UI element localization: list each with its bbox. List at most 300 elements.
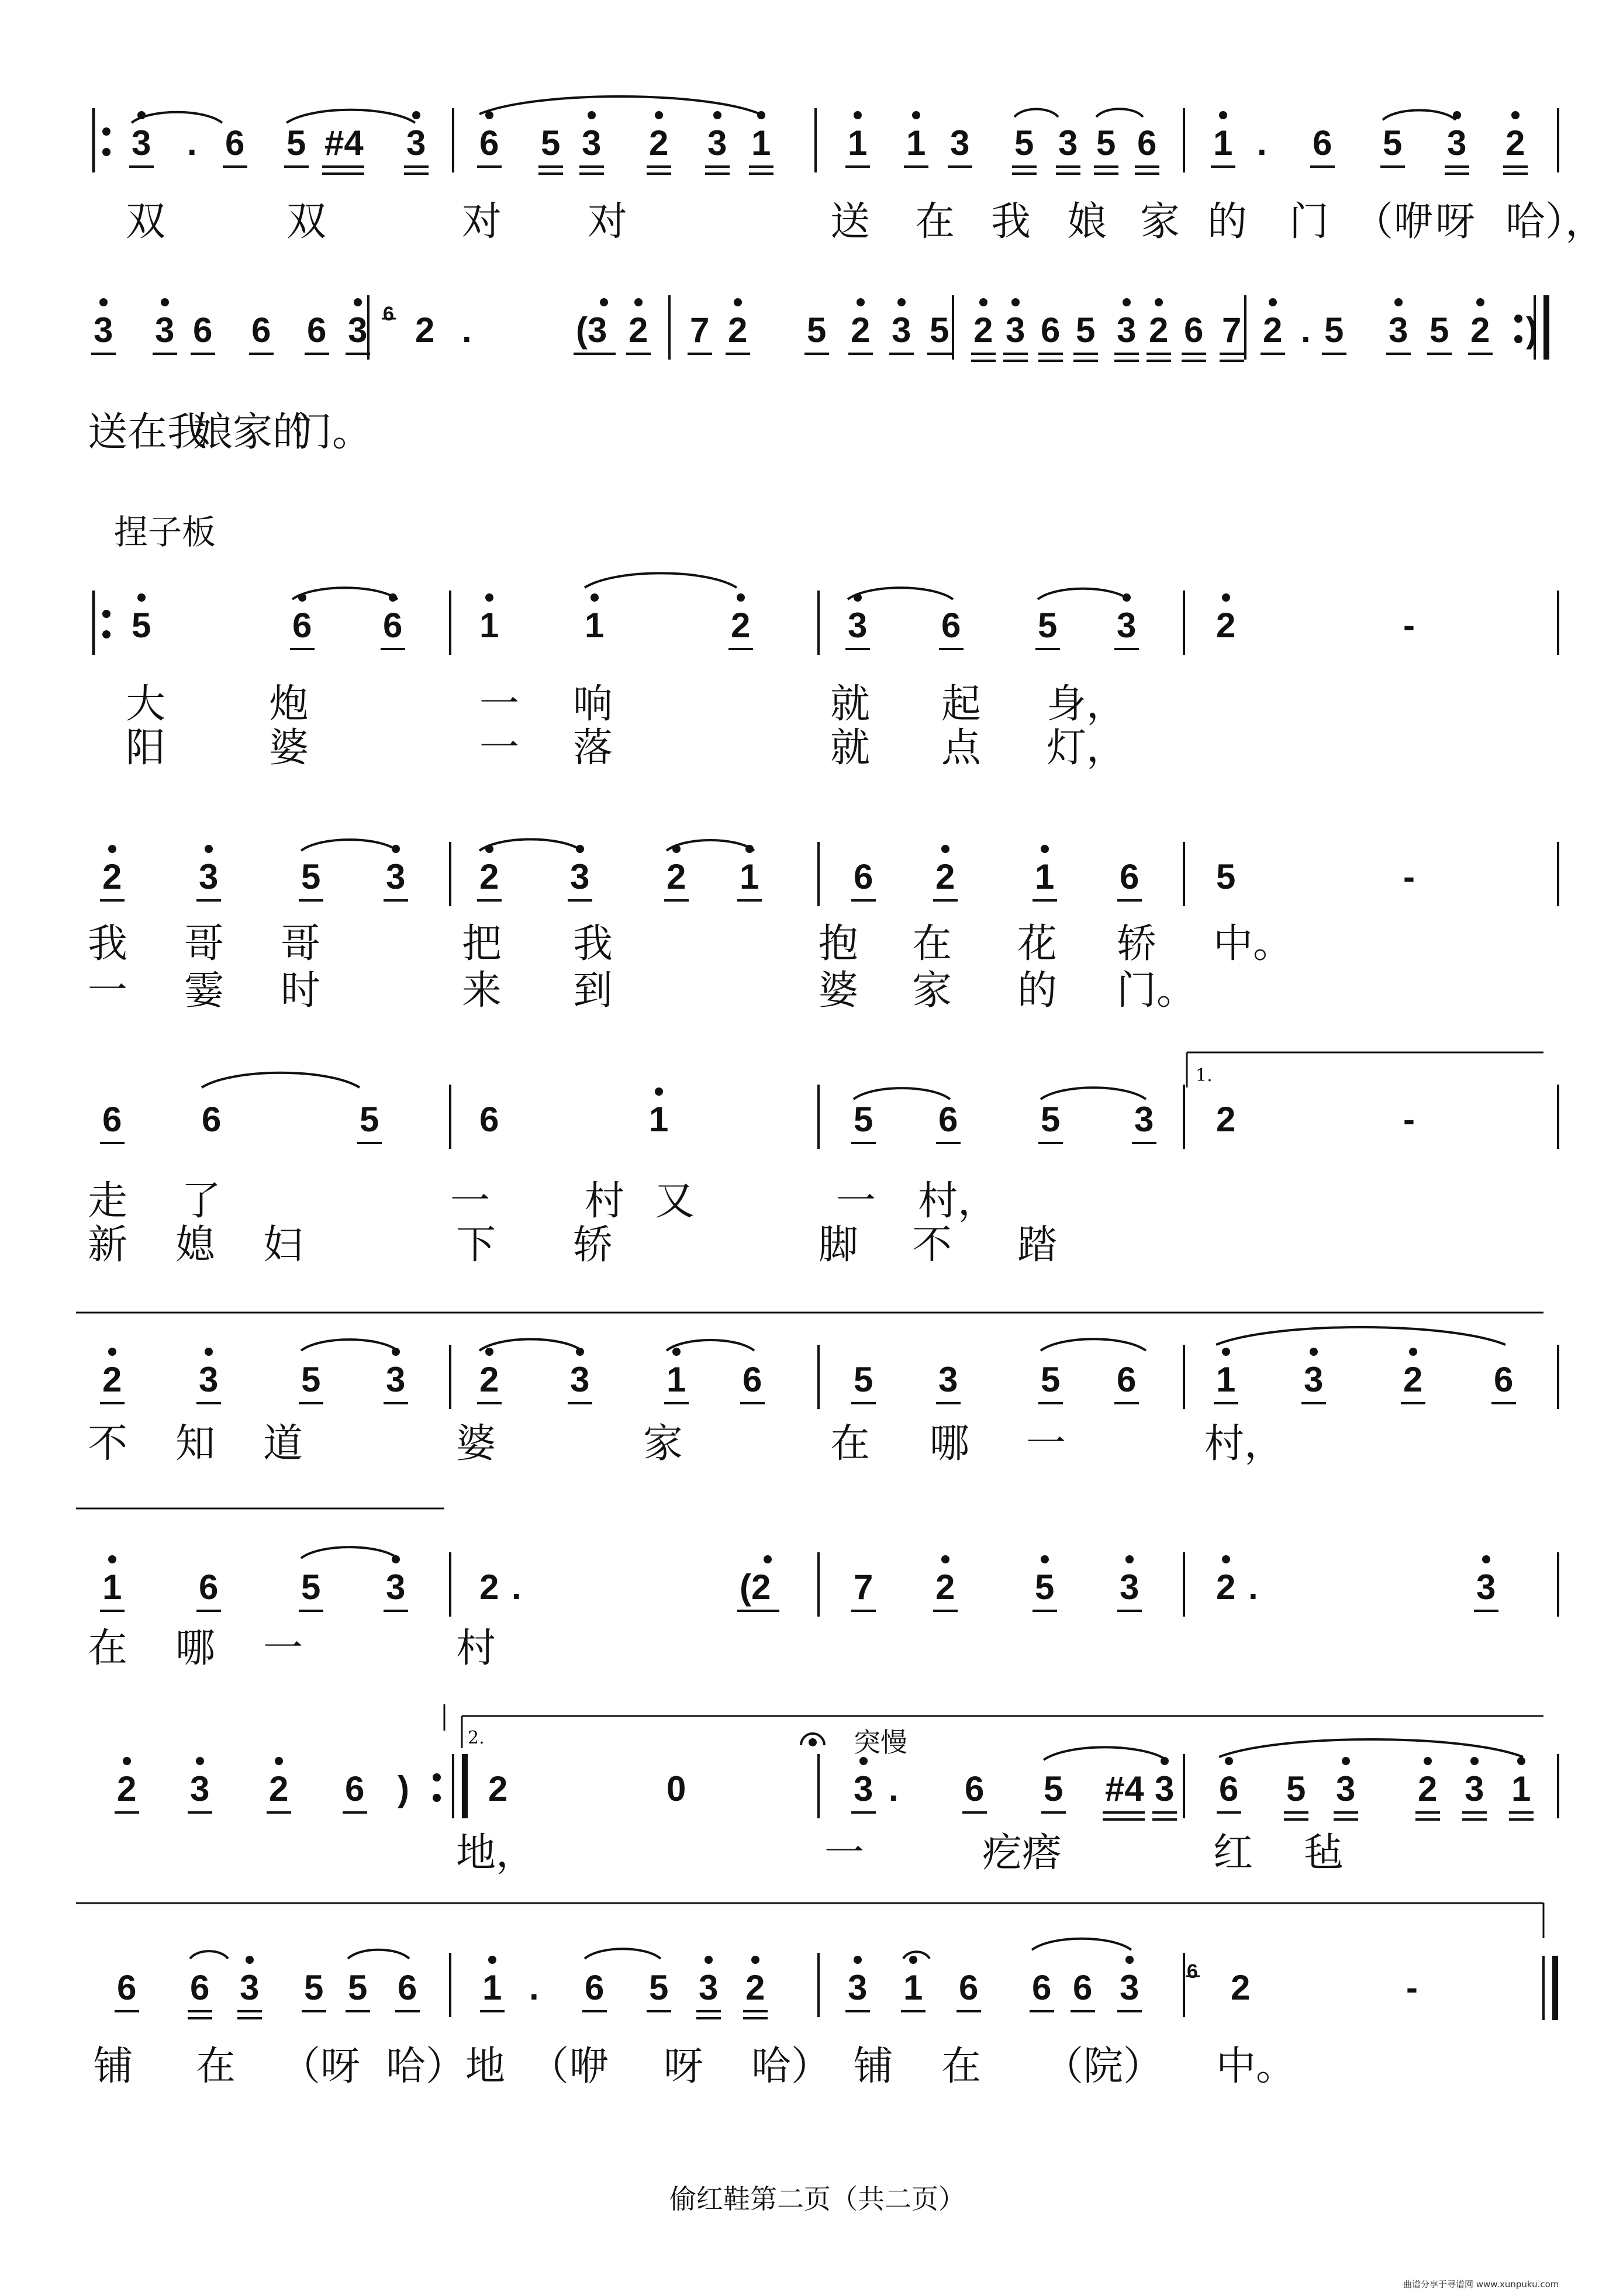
jianpu-note: 1 bbox=[585, 606, 605, 645]
jianpu-note: - bbox=[1403, 606, 1415, 645]
slur bbox=[479, 840, 582, 851]
octave-dot-above bbox=[412, 111, 420, 119]
slur bbox=[854, 1088, 950, 1099]
slur bbox=[190, 1951, 228, 1959]
jianpu-note: 2 bbox=[1505, 123, 1525, 163]
jianpu-note: 6 bbox=[959, 1968, 979, 2007]
jianpu-note: 6 bbox=[307, 310, 327, 350]
lyric-syllable: 门。 bbox=[292, 409, 372, 455]
jianpu-note: 3 bbox=[707, 123, 727, 163]
fermata-dot bbox=[809, 1738, 817, 1746]
jianpu-note: 5 bbox=[854, 1100, 873, 1139]
lyric-syllable: 呀 bbox=[1435, 199, 1476, 245]
lyric-syllable: 在 bbox=[912, 921, 952, 967]
jianpu-note: 5 bbox=[360, 1100, 379, 1139]
jianpu-note: 3 bbox=[699, 1968, 719, 2007]
jianpu-note: 0 bbox=[667, 1769, 686, 1808]
octave-dot-above bbox=[1394, 298, 1403, 306]
octave-dot-above bbox=[1225, 1757, 1233, 1765]
jianpu-note: ) bbox=[398, 1769, 409, 1808]
jianpu-note: 2 bbox=[488, 1769, 508, 1808]
jianpu-note: 6 bbox=[202, 1100, 222, 1139]
jianpu-note: 5 bbox=[1324, 310, 1344, 350]
jianpu-note: 2 bbox=[102, 857, 122, 896]
lyric-syllable: 村 bbox=[456, 1625, 496, 1672]
jianpu-note: 1 bbox=[667, 1360, 686, 1399]
octave-dot-above bbox=[912, 111, 920, 119]
jianpu-note: 3 bbox=[848, 1968, 868, 2007]
slur bbox=[348, 1950, 409, 1959]
repeat-dot bbox=[102, 148, 110, 156]
lyric-syllable: 的 bbox=[1017, 968, 1058, 1014]
octave-dot-above bbox=[1482, 1555, 1490, 1563]
section-label: 捏子板 bbox=[114, 512, 216, 552]
jianpu-note: 3 bbox=[1476, 1568, 1496, 1607]
lyric-syllable: 一 bbox=[836, 1178, 876, 1224]
octave-dot-above bbox=[909, 1956, 917, 1964]
lyric-syllable: 点 bbox=[941, 725, 982, 771]
octave-dot-above bbox=[1219, 111, 1227, 119]
octave-dot-above bbox=[108, 845, 116, 853]
jianpu-note: 6 bbox=[479, 1100, 499, 1139]
slur bbox=[1216, 1327, 1505, 1345]
jianpu-note: 3 bbox=[1304, 1360, 1324, 1399]
jianpu-note: 5 bbox=[1044, 1769, 1063, 1808]
lyric-syllable: 新 bbox=[88, 1222, 128, 1268]
lyric-syllable: 来 bbox=[462, 968, 502, 1014]
jianpu-note: 2 bbox=[1470, 310, 1490, 350]
jianpu-note: 6 bbox=[251, 310, 271, 350]
jianpu-note: #4 bbox=[1105, 1769, 1144, 1808]
slur bbox=[585, 573, 737, 588]
octave-dot-above bbox=[734, 298, 742, 306]
slur bbox=[1041, 1087, 1146, 1099]
jianpu-note: 6 bbox=[479, 123, 499, 163]
lyric-syllable: 中。 bbox=[1216, 2043, 1296, 2090]
octave-dot-above bbox=[672, 1348, 681, 1356]
jianpu-note: 3 bbox=[190, 1769, 210, 1808]
jianpu-note: 1 bbox=[1511, 1769, 1531, 1808]
lyric-syllable: 一 bbox=[450, 1178, 491, 1224]
lyric-syllable: 不 bbox=[912, 1222, 952, 1268]
jianpu-note: 5 bbox=[301, 857, 321, 896]
lyric-syllable: 哈）， bbox=[1505, 199, 1605, 245]
jianpu-note: 2 bbox=[745, 1968, 765, 2007]
jianpu-note: 5 bbox=[304, 1968, 324, 2007]
jianpu-note: 3 bbox=[406, 123, 426, 163]
jianpu-note: 2 bbox=[667, 857, 686, 896]
jianpu-note: 6 bbox=[199, 1568, 219, 1607]
page-footer: 偷红鞋第二页（共二页） bbox=[669, 2183, 965, 2215]
jianpu-note: 3 bbox=[132, 123, 151, 163]
lyric-syllable: （院） bbox=[1044, 2043, 1163, 2090]
lyric-syllable: 又 bbox=[655, 1178, 695, 1224]
lyric-syllable: 大 bbox=[126, 681, 166, 727]
lyric-syllable: 妇 bbox=[263, 1222, 303, 1268]
jianpu-note: 2 bbox=[649, 123, 669, 163]
jianpu-note: 6 bbox=[225, 123, 245, 163]
lyric-syllable: 铺 bbox=[854, 2043, 894, 2090]
lyric-syllable: 对 bbox=[462, 199, 502, 245]
lyric-syllable: 婆 bbox=[819, 968, 859, 1014]
lyric-syllable: 花 bbox=[1017, 921, 1058, 967]
octave-dot-above bbox=[751, 1956, 759, 1964]
slur bbox=[301, 1339, 398, 1351]
jianpu-note: 2 bbox=[728, 310, 748, 350]
jianpu-note: 5 bbox=[1286, 1769, 1306, 1808]
octave-dot-above bbox=[108, 1348, 116, 1356]
octave-dot-above bbox=[634, 298, 643, 306]
lyric-syllable: 家 bbox=[912, 968, 952, 1014]
jianpu-note: 1 bbox=[903, 1968, 923, 2007]
lyric-syllable: 哥 bbox=[281, 921, 321, 967]
lyric-syllable: 把 bbox=[462, 921, 502, 967]
octave-dot-above bbox=[713, 111, 721, 119]
slur bbox=[1041, 1339, 1146, 1351]
lyric-syllable: 在 bbox=[941, 2043, 982, 2090]
slur bbox=[301, 1547, 398, 1558]
jianpu-note: 5 bbox=[1041, 1360, 1061, 1399]
lyric-syllable: 门。 bbox=[1117, 968, 1197, 1014]
lyric-syllable: 铺 bbox=[94, 2043, 134, 2090]
jianpu-note: 3 bbox=[848, 606, 868, 645]
lyric-syllable: 落 bbox=[573, 725, 613, 771]
jianpu-note: . bbox=[1257, 123, 1267, 163]
lyric-syllable: 送在我 bbox=[88, 409, 208, 455]
slur bbox=[286, 110, 415, 123]
jianpu-note: 2 bbox=[1418, 1769, 1438, 1808]
lyric-syllable: 身， bbox=[1047, 681, 1127, 727]
jianpu-note: 3 bbox=[1120, 1968, 1139, 2007]
jianpu-note: 5 bbox=[1038, 606, 1058, 645]
jianpu-note: 6 bbox=[1032, 1968, 1052, 2007]
jianpu-note: 6 bbox=[117, 1968, 137, 2007]
lyric-syllable: 轿 bbox=[573, 1222, 613, 1268]
octave-dot-above bbox=[1342, 1757, 1350, 1765]
jianpu-note: 2 bbox=[935, 857, 955, 896]
lyric-syllable: 脚 bbox=[819, 1222, 859, 1268]
octave-dot-above bbox=[897, 298, 906, 306]
lyric-syllable: 在 bbox=[196, 2043, 236, 2090]
lyric-syllable: 双 bbox=[126, 199, 166, 245]
jianpu-note: 3 bbox=[386, 857, 406, 896]
jianpu-note: 3 bbox=[1117, 310, 1137, 350]
octave-dot-above bbox=[979, 298, 987, 306]
slur bbox=[1044, 1747, 1166, 1760]
jianpu-note: (2 bbox=[740, 1568, 771, 1607]
lyric-syllable: 门 bbox=[1289, 199, 1330, 245]
octave-dot-above bbox=[205, 1348, 213, 1356]
jianpu-note: 1 bbox=[482, 1968, 502, 2007]
jianpu-note: 3 bbox=[1447, 123, 1467, 163]
jianpu-note: 5 bbox=[1035, 1568, 1055, 1607]
jianpu-note: 6 bbox=[1117, 1360, 1137, 1399]
lyric-syllable: 家 bbox=[643, 1421, 683, 1467]
jianpu-note: - bbox=[1403, 1100, 1415, 1139]
lyric-syllable: 疙瘩 bbox=[982, 1830, 1062, 1876]
jianpu-note: 2 bbox=[269, 1769, 289, 1808]
jianpu-note: 5 bbox=[807, 310, 827, 350]
lyric-syllable: 在 bbox=[830, 1421, 871, 1467]
jianpu-note: . bbox=[1248, 1568, 1258, 1607]
jianpu-note: 2 bbox=[1263, 310, 1283, 350]
jianpu-note: 6 bbox=[1073, 1968, 1093, 2007]
jianpu-note: 5 bbox=[301, 1360, 321, 1399]
octave-dot-above bbox=[1222, 1348, 1230, 1356]
slur bbox=[1032, 1939, 1131, 1950]
jianpu-note: 3 bbox=[1155, 1769, 1175, 1808]
jianpu-note: 6 bbox=[292, 606, 312, 645]
jianpu-note: 5 bbox=[854, 1360, 873, 1399]
lyric-syllable: 毡 bbox=[1304, 1830, 1344, 1876]
lyric-syllable: 哈）地 bbox=[386, 2043, 506, 2090]
jianpu-note: 7 bbox=[1222, 310, 1242, 350]
jianpu-note: 5 bbox=[1014, 123, 1034, 163]
lyric-syllable: 到 bbox=[573, 968, 613, 1014]
jianpu-note: 3 bbox=[94, 310, 113, 350]
jianpu-note: 3 bbox=[1389, 310, 1408, 350]
lyric-syllable: 不 bbox=[88, 1421, 128, 1467]
jianpu-note: 6 bbox=[1041, 310, 1061, 350]
lyric-syllable: 娘 bbox=[1067, 199, 1107, 245]
jianpu-note: 5 bbox=[348, 1968, 368, 2007]
jianpu-note: 5 bbox=[930, 310, 949, 350]
lyric-syllable: 在 bbox=[88, 1625, 128, 1672]
jianpu-note: 6 bbox=[1184, 310, 1204, 350]
jianpu-note: 3 bbox=[1058, 123, 1078, 163]
octave-dot-above bbox=[485, 593, 493, 602]
lyric-syllable: 抱 bbox=[819, 921, 859, 967]
lyric-syllable: 的 bbox=[1207, 199, 1248, 245]
octave-dot-above bbox=[1123, 298, 1131, 306]
jianpu-note: 2 bbox=[731, 606, 751, 645]
octave-dot-above bbox=[1011, 298, 1020, 306]
lyric-syllable: 家 bbox=[1140, 199, 1180, 245]
jianpu-note: 6 bbox=[965, 1769, 985, 1808]
lyric-syllable: 时 bbox=[281, 968, 321, 1014]
jianpu-note: 3 bbox=[1134, 1100, 1154, 1139]
volta-1-label: 1. bbox=[1196, 1065, 1213, 1086]
octave-dot-above bbox=[137, 593, 146, 602]
jianpu-note: 3 bbox=[199, 1360, 219, 1399]
lyric-syllable: 一 bbox=[824, 1830, 865, 1876]
lyric-syllable: （咿 bbox=[1353, 199, 1434, 245]
jianpu-note: - bbox=[1403, 857, 1415, 896]
jianpu-note: 1 bbox=[1213, 123, 1233, 163]
octave-dot-above bbox=[1476, 298, 1484, 306]
octave-dot-above bbox=[196, 1757, 204, 1765]
jianpu-note: 2 bbox=[935, 1568, 955, 1607]
jianpu-note: 6 bbox=[941, 606, 961, 645]
lyric-syllable: 阳 bbox=[126, 725, 166, 771]
lyric-syllable: （咿 bbox=[529, 2043, 609, 2090]
lyric-syllable: 中。 bbox=[1213, 921, 1293, 967]
jianpu-note: 3 bbox=[1117, 606, 1137, 645]
jianpu-note: 3 bbox=[1006, 310, 1025, 350]
octave-dot-above bbox=[1125, 1555, 1134, 1563]
jianpu-note: 6 bbox=[1494, 1360, 1514, 1399]
slur bbox=[479, 1339, 582, 1351]
jianpu-note: 3 bbox=[950, 123, 970, 163]
octave-dot-above bbox=[941, 1555, 949, 1563]
octave-dot-above bbox=[588, 111, 596, 119]
octave-dot-above bbox=[737, 593, 745, 602]
lyric-syllable: 就 bbox=[830, 725, 871, 771]
jianpu-note: 1 bbox=[649, 1100, 669, 1139]
octave-dot-above bbox=[655, 111, 663, 119]
octave-dot-above bbox=[1511, 111, 1520, 119]
octave-dot-above bbox=[205, 845, 213, 853]
octave-dot-above bbox=[591, 593, 599, 602]
jianpu-note: 6 bbox=[193, 310, 213, 350]
lyric-syllable: 我 bbox=[88, 921, 128, 967]
octave-dot-above bbox=[857, 298, 865, 306]
jianpu-note: 3 bbox=[240, 1968, 260, 2007]
jianpu-note: 2 bbox=[479, 1360, 499, 1399]
octave-dot-above bbox=[941, 845, 949, 853]
jianpu-note: 2 bbox=[1216, 1568, 1236, 1607]
jianpu-note: 2 bbox=[479, 857, 499, 896]
repeat-dot bbox=[1514, 315, 1522, 323]
octave-dot-above bbox=[854, 1956, 862, 1964]
octave-dot-above bbox=[655, 1087, 663, 1096]
jianpu-note: 5 bbox=[1076, 310, 1096, 350]
jianpu-note: 2 bbox=[1216, 1100, 1236, 1139]
lyric-syllable: 我 bbox=[573, 921, 613, 967]
jianpu-note: 6 bbox=[743, 1360, 762, 1399]
jianpu-note: 1 bbox=[906, 123, 926, 163]
jianpu-note: 3 bbox=[348, 310, 368, 350]
jianpu-note: . bbox=[187, 123, 197, 163]
octave-dot-above bbox=[1470, 1757, 1479, 1765]
jianpu-note: ) bbox=[1526, 310, 1538, 350]
octave-dot-above bbox=[123, 1757, 131, 1765]
lyric-syllable: 哈） bbox=[751, 2043, 831, 2090]
jianpu-note: . bbox=[1301, 310, 1311, 350]
jianpu-note: 3 bbox=[155, 310, 175, 350]
octave-dot-above bbox=[246, 1956, 254, 1964]
jianpu-note: 3 bbox=[386, 1568, 406, 1607]
jianpu-note: . bbox=[512, 1568, 522, 1607]
time-signature-numerator: 6 bbox=[1187, 1960, 1198, 1983]
lyric-syllable: 一 bbox=[263, 1625, 303, 1672]
jianpu-note: 6 bbox=[1120, 857, 1139, 896]
jianpu-note: 6 bbox=[383, 606, 403, 645]
octave-dot-above bbox=[1125, 1956, 1134, 1964]
octave-dot-above bbox=[354, 298, 362, 306]
jianpu-note: 6 bbox=[854, 857, 873, 896]
jianpu-note: 6 bbox=[190, 1968, 210, 2007]
repeat-dot bbox=[102, 630, 110, 638]
jianpu-note: 3 bbox=[1120, 1568, 1139, 1607]
lyric-syllable: （呀 bbox=[281, 2043, 361, 2090]
jianpu-note: 5 bbox=[132, 606, 151, 645]
lyric-syllable: 轿 bbox=[1117, 921, 1157, 967]
jianpu-note: 5 bbox=[1216, 857, 1236, 896]
octave-dot-above bbox=[1517, 1757, 1525, 1765]
repeat-dot bbox=[433, 1773, 441, 1781]
octave-dot-above bbox=[108, 1555, 116, 1563]
octave-dot-above bbox=[600, 298, 608, 306]
lyric-syllable: 村， bbox=[1204, 1421, 1284, 1467]
jianpu-note: 2 bbox=[973, 310, 993, 350]
jianpu-note: 5 bbox=[541, 123, 561, 163]
lyric-syllable: 响 bbox=[573, 681, 613, 727]
jianpu-note: 3 bbox=[199, 857, 219, 896]
slur bbox=[585, 1949, 661, 1959]
lyric-syllable: 一 bbox=[1026, 1421, 1066, 1467]
jianpu-note: 1 bbox=[102, 1568, 122, 1607]
jianpu-note: 5 bbox=[1041, 1100, 1061, 1139]
octave-dot-above bbox=[705, 1956, 713, 1964]
jianpu-note: #4 bbox=[324, 123, 364, 163]
jianpu-note: . bbox=[529, 1968, 539, 2007]
tempo-marking: 突慢 bbox=[854, 1727, 907, 1758]
lyric-syllable: 婆 bbox=[269, 725, 309, 771]
jianpu-note: 6 bbox=[585, 1968, 605, 2007]
lyric-syllable: 踏 bbox=[1017, 1222, 1058, 1268]
time-signature-numerator: 6 bbox=[383, 303, 394, 325]
lyric-syllable: 走 bbox=[88, 1178, 128, 1224]
slur bbox=[202, 1073, 360, 1087]
jianpu-note: 6 bbox=[345, 1769, 365, 1808]
jianpu-note: 5 bbox=[649, 1968, 669, 2007]
octave-dot-above bbox=[1155, 298, 1163, 306]
lyric-syllable: 双 bbox=[286, 199, 327, 245]
jianpu-note: 3 bbox=[938, 1360, 958, 1399]
jianpu-note: 3 bbox=[386, 1360, 406, 1399]
jianpu-note: 7 bbox=[854, 1568, 873, 1607]
lyric-syllable: 地， bbox=[456, 1830, 536, 1876]
octave-dot-above bbox=[275, 1757, 283, 1765]
octave-dot-above bbox=[1041, 1555, 1049, 1563]
lyric-syllable: 对 bbox=[588, 199, 628, 245]
lyric-syllable: 一 bbox=[88, 968, 128, 1014]
jianpu-note: 1 bbox=[751, 123, 771, 163]
lyric-syllable: 娘家的 bbox=[193, 409, 313, 455]
jianpu-note: 3 bbox=[1336, 1769, 1356, 1808]
lyric-syllable: 村 bbox=[585, 1178, 625, 1224]
slur bbox=[301, 840, 398, 851]
jianpu-note: 3 bbox=[570, 1360, 590, 1399]
repeat-dot bbox=[102, 127, 110, 136]
jianpu-note: 3 bbox=[582, 123, 602, 163]
jianpu-note: 7 bbox=[690, 310, 710, 350]
lyric-syllable: 了 bbox=[181, 1178, 222, 1224]
jianpu-note: 3 bbox=[854, 1769, 873, 1808]
lyric-syllable: 知 bbox=[175, 1421, 216, 1467]
slur bbox=[667, 1340, 754, 1351]
lyric-syllable: 呀 bbox=[664, 2043, 704, 2090]
jianpu-note: 6 bbox=[1313, 123, 1332, 163]
jianpu-note: 5 bbox=[1383, 123, 1403, 163]
jianpu-note: 1 bbox=[1216, 1360, 1236, 1399]
jianpu-note: 2 bbox=[1231, 1968, 1251, 2007]
jianpu-note: 5 bbox=[286, 123, 306, 163]
jianpu-note: 1 bbox=[740, 857, 759, 896]
jianpu-note: 2 bbox=[1403, 1360, 1423, 1399]
lyric-syllable: 哪 bbox=[175, 1625, 216, 1672]
lyric-syllable: 炮 bbox=[269, 681, 309, 727]
repeat-dot bbox=[1514, 335, 1522, 343]
jianpu-note: 6 bbox=[102, 1100, 122, 1139]
jianpu-note: 5 bbox=[301, 1568, 321, 1607]
repeat-dot bbox=[102, 610, 110, 618]
lyric-syllable: 我 bbox=[991, 199, 1031, 245]
lyric-syllable: 在 bbox=[915, 199, 955, 245]
slur bbox=[292, 588, 398, 599]
lyric-syllable: 下 bbox=[456, 1222, 496, 1268]
